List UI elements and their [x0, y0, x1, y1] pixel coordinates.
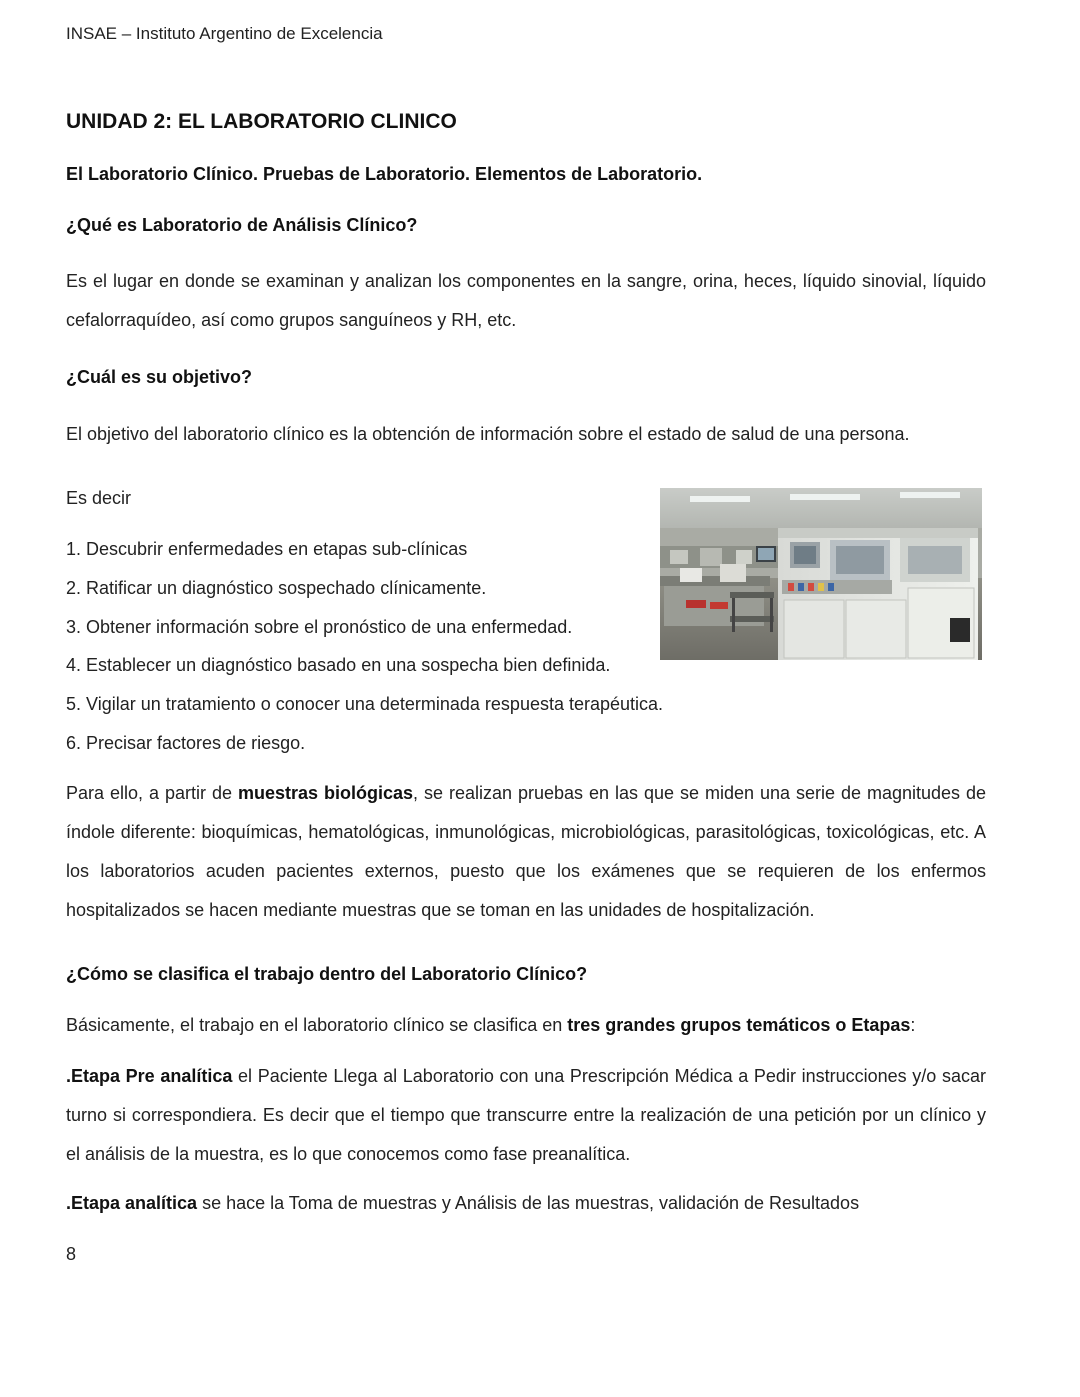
- paragraph-definition: Es el lugar en donde se examinan y analizan los componentes en la sangre, orina, heces, líquido sinovial, líquido cefalorraquídeo, así como grupos sanguíneos y RH, etc.: [66, 271, 986, 330]
- paragraph-groups: [66, 1015, 915, 1036]
- list-item: 2. Ratificar un diagnóstico sospechado clínicamente.: [66, 578, 487, 598]
- list-item: 1. Descubrir enfermedades en etapas sub-clínicas: [66, 539, 468, 559]
- unit-title: UNIDAD 2: EL LABORATORIO CLINICO: [66, 110, 457, 133]
- list-item: 3. Obtener información sobre el pronóstico de una enfermedad.: [66, 617, 573, 637]
- p6-bold: .Etapa analítica: [66, 1193, 198, 1213]
- p4-text-before: Básicamente, el trabajo en el laboratorio clínico se clasifica en: [66, 1015, 568, 1035]
- paragraph-objective: El objetivo del laboratorio clínico es la obtención de información sobre el estado de salud de una persona.: [66, 424, 910, 444]
- section-subtitle: El Laboratorio Clínico. Pruebas de Laboratorio. Elementos de Laboratorio.: [66, 164, 703, 184]
- p4-bold: tres grandes grupos temáticos o Etapas: [567, 1015, 911, 1035]
- paragraph-analytic: [66, 1193, 859, 1214]
- list-item: 6. Precisar factores de riesgo.: [66, 733, 306, 753]
- p3-text-before: Para ello, a partir de: [66, 783, 238, 803]
- list-item: 5. Vigilar un tratamiento o conocer una determinada respuesta terapéutica.: [66, 694, 664, 714]
- p5-text-after: el Paciente Llega al Laboratorio con una Prescripción Médica a Pedir instrucciones y/o sacar turno si correspondiera. Es decir que el tiempo que transcurre entre la realización de una petición por un clínico y el análisis de la muestra, es lo que conocemos como fase preanalítica.: [66, 1066, 986, 1164]
- question-what-is-lab: ¿Qué es Laboratorio de Análisis Clínico?: [66, 215, 418, 235]
- question-objective: ¿Cuál es su objetivo?: [66, 367, 253, 387]
- page-header: INSAE – Instituto Argentino de Excelencia: [66, 24, 383, 43]
- lab-photo: [660, 488, 982, 660]
- paragraph-preanalytic: [66, 1057, 986, 1174]
- question-classification: ¿Cómo se clasifica el trabajo dentro del Laboratorio Clínico?: [66, 964, 588, 984]
- p4-text-after: :: [910, 1015, 916, 1035]
- p6-text-after: se hace la Toma de muestras y Análisis de las muestras, validación de Resultados: [197, 1193, 860, 1213]
- p3-text-after: , se realizan pruebas en las que se miden una serie de magnitudes de índole diferente: bioquímicas, hematológicas, inmunológicas, microbiológicas, parasitológicas, toxicológicas, etc. A los laboratorios acuden pacientes externos, puesto que los exámenes que se requieren de los enfermos hospitalizados se hacen mediante muestras que se toman en las unidades de hospitalización.: [66, 783, 987, 920]
- p3-bold: muestras biológicas: [237, 783, 414, 803]
- paragraph-samples: [66, 774, 986, 930]
- page-number: 8: [66, 1244, 77, 1264]
- list-item: 4. Establecer un diagnóstico basado en una sospecha bien definida.: [66, 655, 611, 675]
- p5-bold: .Etapa Pre analítica: [66, 1066, 233, 1086]
- es-decir-label: Es decir: [66, 488, 132, 508]
